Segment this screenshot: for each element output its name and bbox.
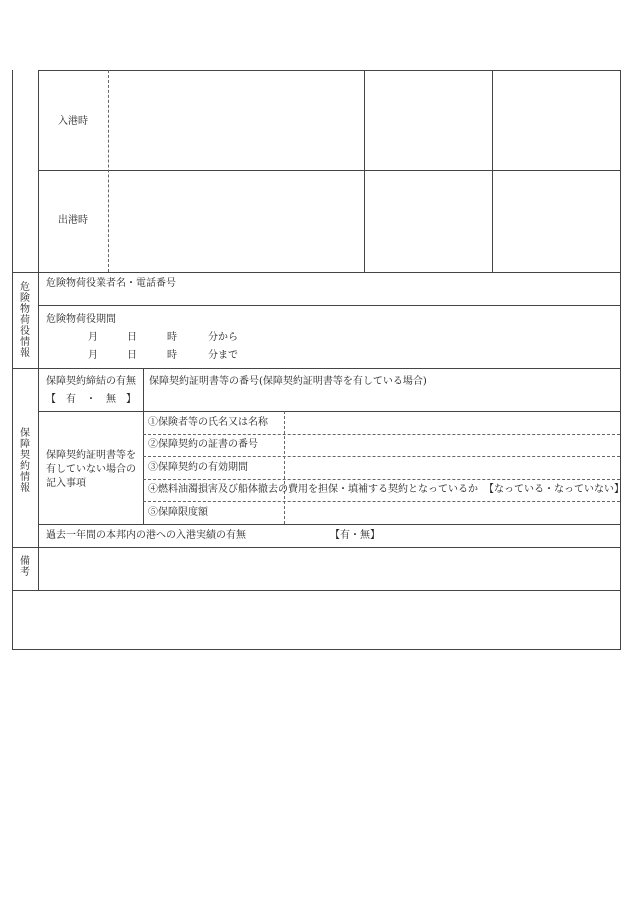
remarks-field[interactable] <box>40 549 618 589</box>
hazmat-section-label: 危 険 物 荷 役 情 報 <box>20 282 30 359</box>
item-divider-1 <box>143 434 620 435</box>
arrival-label: 入港時 <box>58 116 88 127</box>
past-entry-label: 過去一年間の本邦内の港への入港実績の有無 <box>46 530 246 541</box>
from-hour: 時 <box>167 332 177 343</box>
departure-entry-field[interactable] <box>110 172 362 270</box>
insurance-section-label: 保 障 契 約 情 報 <box>20 428 30 494</box>
departure-entry-field-3[interactable] <box>494 172 618 270</box>
coverage-question-label: ④燃料油濁損害及び船体撤去の費用を担保・填補する契約となっているか <box>148 484 478 495</box>
footer-blank-field[interactable] <box>14 592 618 648</box>
outer-right-border <box>620 70 621 649</box>
departure-entry-field-2[interactable] <box>366 172 490 270</box>
past-entry-top-line <box>38 524 621 525</box>
certificate-number-label: ②保障契約の証書の番号 <box>148 439 258 450</box>
certificate-number-field[interactable] <box>286 436 618 455</box>
outer-left-border <box>12 70 13 649</box>
has-contract-label: 保障契約締結の有無 <box>46 376 136 387</box>
port-mid-line <box>38 170 621 171</box>
past-entry-options[interactable]: 【有・無】 <box>330 530 380 541</box>
departure-label: 出港時 <box>58 215 88 226</box>
remarks-top-line <box>12 547 621 548</box>
hazmat-mid-line <box>38 305 621 306</box>
hazmat-contact-field[interactable] <box>40 292 618 304</box>
cert-number-field[interactable] <box>145 390 618 409</box>
item-divider-4 <box>143 501 620 502</box>
has-contract-options[interactable]: 【 有 ・ 無 】 <box>46 394 136 405</box>
insurance-dashed-column <box>284 411 285 524</box>
remarks-label-line <box>38 547 39 590</box>
port-column-3-line <box>492 70 493 272</box>
from-month: 月 <box>88 332 98 343</box>
from-minute: 分から <box>208 332 238 343</box>
item-divider-3 <box>143 479 620 480</box>
coverage-limit-label: ⑤保障限度額 <box>148 507 208 518</box>
hazmat-period-label: 危険物荷役期間 <box>46 314 116 325</box>
to-month: 月 <box>88 350 98 361</box>
insurer-name-field[interactable] <box>286 413 618 433</box>
validity-period-label: ③保障契約の有効期間 <box>148 462 248 473</box>
coverage-limit-field[interactable] <box>286 503 618 523</box>
to-day: 日 <box>127 350 137 361</box>
port-dashed-divider <box>108 70 109 272</box>
cert-number-label: 保障契約証明書等の番号(保障契約証明書等を有している場合) <box>149 376 427 387</box>
validity-period-field[interactable] <box>286 458 618 478</box>
remarks-section-label: 備 考 <box>20 556 30 578</box>
port-top-line <box>38 70 621 71</box>
outer-bottom-border <box>12 649 621 650</box>
no-cert-label: 保障契約証明書等を 有していない場合の 記入事項 <box>46 450 136 489</box>
to-minute: 分まで <box>208 350 238 361</box>
to-hour: 時 <box>167 350 177 361</box>
arrival-entry-field-3[interactable] <box>494 72 618 168</box>
hazmat-contact-label: 危険物荷役業者名・電話番号 <box>46 278 176 289</box>
port-column-2-line <box>364 70 365 272</box>
coverage-options[interactable]: 【なっている・なっていない】 <box>484 484 624 495</box>
hazmat-top-line <box>12 272 621 273</box>
insurance-top-line <box>12 368 621 369</box>
insurer-name-label: ①保険者等の氏名又は名称 <box>148 417 268 428</box>
item-divider-2 <box>143 456 620 457</box>
remarks-bottom-line <box>12 590 621 591</box>
arrival-entry-field-2[interactable] <box>366 72 490 168</box>
from-day: 日 <box>127 332 137 343</box>
arrival-entry-field[interactable] <box>110 72 362 168</box>
label-column-line <box>38 70 39 547</box>
insurance-row-line <box>38 411 621 412</box>
